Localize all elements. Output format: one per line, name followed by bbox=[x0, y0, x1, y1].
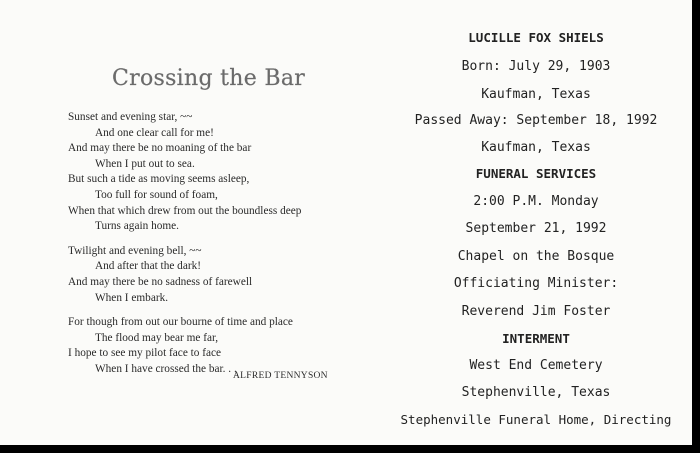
poem-line: Too full for sound of foam, bbox=[95, 188, 218, 201]
poem-line: Turns again home. bbox=[95, 220, 179, 233]
deceased-name: LUCILLE FOX SHIELS bbox=[468, 30, 604, 45]
poem-author: ALFRED TENNYSON bbox=[233, 371, 328, 381]
poem-line: And one clear call for me! bbox=[95, 126, 214, 139]
death-place: Kaufman, Texas bbox=[481, 140, 591, 155]
poem-stanza-1 bbox=[68, 110, 368, 235]
poem-line: And may there be no moaning of the bar bbox=[68, 142, 252, 155]
funeral-services-heading: FUNERAL SERVICES bbox=[475, 166, 597, 181]
cemetery-location: Stephenville, Texas bbox=[461, 385, 611, 400]
poem-stanza-3 bbox=[68, 315, 368, 377]
poem-title: Crossing the Bar bbox=[112, 66, 306, 91]
scan-border-right bbox=[692, 0, 700, 453]
poem-line: The flood may bear me far, bbox=[95, 331, 219, 344]
officiating-heading: Officiating Minister: bbox=[453, 276, 619, 291]
poem-line: Sunset and evening star, ~~ bbox=[68, 111, 193, 123]
service-date: September 21, 1992 bbox=[465, 221, 607, 236]
poem-line: When I put out to sea. bbox=[95, 157, 195, 170]
birth-place: Kaufman, Texas bbox=[481, 87, 591, 102]
poem-line: But such a tide as moving seems asleep, bbox=[68, 173, 250, 186]
poem-line: When I have crossed the bar. . . bbox=[95, 362, 237, 375]
poem-line: And after that the dark! bbox=[95, 260, 202, 273]
poem-line: Twilight and evening bell, ~~ bbox=[68, 244, 202, 257]
poem-line: And may there be no sadness of farewell bbox=[68, 275, 253, 288]
poem-line: When I embark. bbox=[95, 291, 169, 304]
poem-body bbox=[68, 110, 368, 378]
scan-border-bottom bbox=[0, 445, 700, 453]
funeral-home: Stephenville Funeral Home, Directing bbox=[400, 412, 672, 427]
service-location: Chapel on the Bosque bbox=[457, 249, 615, 264]
birth-date: Born: July 29, 1903 bbox=[461, 59, 611, 74]
poem-line: For though from out our bourne of time and place bbox=[68, 316, 293, 329]
death-date: Passed Away: September 18, 1992 bbox=[414, 113, 658, 128]
cemetery-name: West End Cemetery bbox=[469, 358, 603, 373]
poem-line: I hope to see my pilot face to face bbox=[68, 347, 222, 360]
poem-stanza-2 bbox=[68, 244, 368, 306]
poem-line: When that which drew from out the boundless deep bbox=[68, 204, 302, 217]
service-time: 2:00 P.M. Monday bbox=[473, 194, 599, 209]
interment-heading: INTERMENT bbox=[502, 331, 570, 346]
minister-name: Reverend Jim Foster bbox=[461, 304, 611, 319]
